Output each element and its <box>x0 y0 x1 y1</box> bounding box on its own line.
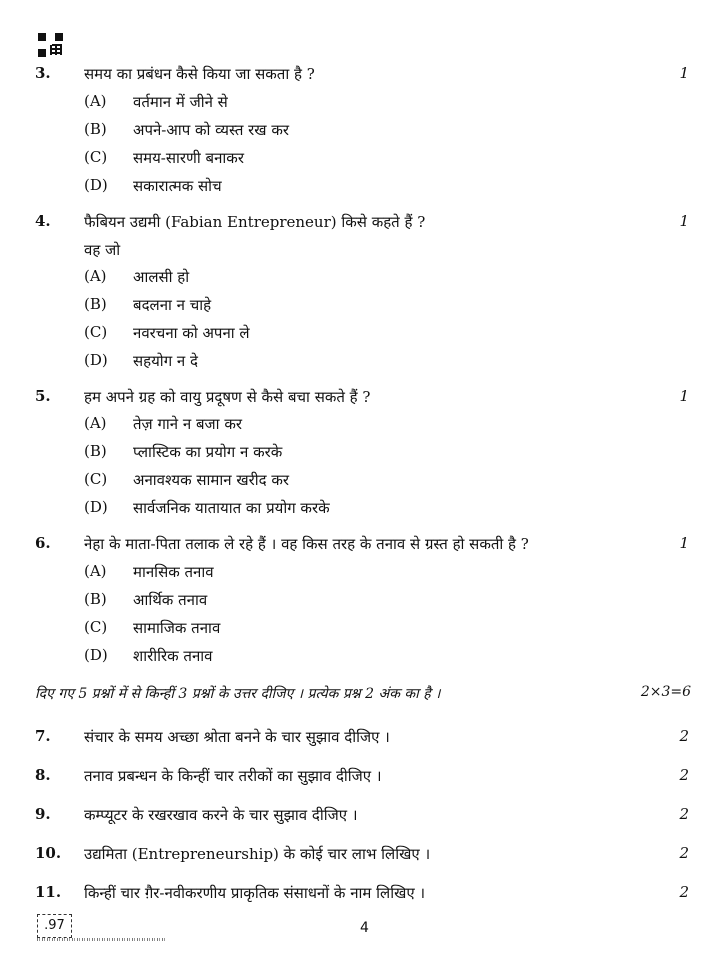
option-label: (B) <box>84 442 107 460</box>
question-text: हम अपने ग्रह को वायु प्रदूषण से कैसे बचा सकते हैं ? <box>84 388 371 406</box>
option-label: (B) <box>84 120 107 138</box>
page-number: 4 <box>360 920 369 936</box>
option-label: (D) <box>84 176 108 194</box>
question-marks: 2 <box>679 805 689 823</box>
question-text: फैबियन उद्यमी (Fabian Entrepreneur) किसे कहते हैं ? <box>84 213 426 231</box>
option-text: अपने-आप को व्यस्त रख कर <box>133 121 289 139</box>
option-label: (C) <box>84 148 108 166</box>
paper-code: .97 <box>37 914 72 938</box>
option-label: (B) <box>84 295 107 313</box>
question-text: संचार के समय अच्छा श्रोता बनने के चार सुझाव दीजिए । <box>84 728 390 746</box>
question-text: किन्हीं चार ग़ैर-नवीकरणीय प्राकृतिक संसाधनों के नाम लिखिए । <box>84 884 426 902</box>
question-number: 11. <box>35 883 62 901</box>
barcode-strip <box>37 938 167 941</box>
option-label: (A) <box>84 562 107 580</box>
option-label: (B) <box>84 590 107 608</box>
option-label: (C) <box>84 618 108 636</box>
option-text: तेज़ गाने न बजा कर <box>133 415 242 433</box>
question-number: 10. <box>35 844 62 862</box>
option-text: आलसी हो <box>133 268 190 286</box>
option-label: (D) <box>84 498 108 516</box>
question-number: 7. <box>35 727 51 745</box>
option-text: वर्तमान में जीने से <box>133 93 228 111</box>
section-marks: 2×3=6 <box>640 684 691 700</box>
question-marks: 1 <box>679 64 689 82</box>
question-marks: 2 <box>679 766 689 784</box>
question-number: 3. <box>35 64 51 82</box>
question-number: 4. <box>35 212 51 230</box>
option-text: शारीरिक तनाव <box>133 647 213 665</box>
question-text: उद्यमिता (Entrepreneurship) के कोई चार लाभ लिखिए । <box>84 845 431 863</box>
option-text: अनावश्यक सामान खरीद कर <box>133 471 290 489</box>
question-marks: 2 <box>679 727 689 745</box>
question-marks: 1 <box>679 387 689 405</box>
option-text: मानसिक तनाव <box>133 563 214 581</box>
question-marks: 2 <box>679 844 689 862</box>
option-label: (A) <box>84 414 107 432</box>
option-label: (D) <box>84 351 108 369</box>
option-label: (A) <box>84 92 107 110</box>
question-subtext: वह जो <box>84 241 121 259</box>
option-text: प्लास्टिक का प्रयोग न करके <box>133 443 283 461</box>
question-text: समय का प्रबंधन कैसे किया जा सकता है ? <box>84 65 315 83</box>
option-text: समय-सारणी बनाकर <box>133 149 244 167</box>
question-marks: 1 <box>679 534 689 552</box>
section-instruction: दिए गए 5 प्रश्नों में से किन्हीं 3 प्रश्नों के उत्तर दीजिए । प्रत्येक प्रश्न 2 अंक का है । <box>35 686 441 702</box>
option-text: आर्थिक तनाव <box>133 591 208 609</box>
question-marks: 2 <box>679 883 689 901</box>
option-text: सहयोग न दे <box>133 352 198 370</box>
question-number: 5. <box>35 387 51 405</box>
qr-code-icon <box>38 33 63 57</box>
option-text: सकारात्मक सोच <box>133 177 222 195</box>
option-text: सार्वजनिक यातायात का प्रयोग करके <box>133 499 330 517</box>
option-text: नवरचना को अपना ले <box>133 324 250 342</box>
option-label: (C) <box>84 323 108 341</box>
option-label: (A) <box>84 267 107 285</box>
option-label: (D) <box>84 646 108 664</box>
question-number: 6. <box>35 534 51 552</box>
question-marks: 1 <box>679 212 689 230</box>
option-text: बदलना न चाहे <box>133 296 212 314</box>
question-text: नेहा के माता-पिता तलाक ले रहे हैं । वह किस तरह के तनाव से ग्रस्त हो सकती है ? <box>84 535 529 553</box>
question-number: 9. <box>35 805 51 823</box>
option-label: (C) <box>84 470 108 488</box>
question-text: कम्प्यूटर के रखरखाव करने के चार सुझाव दीजिए । <box>84 806 358 824</box>
option-text: सामाजिक तनाव <box>133 619 221 637</box>
question-text: तनाव प्रबन्धन के किन्हीं चार तरीकों का सुझाव दीजिए । <box>84 767 382 785</box>
question-number: 8. <box>35 766 51 784</box>
